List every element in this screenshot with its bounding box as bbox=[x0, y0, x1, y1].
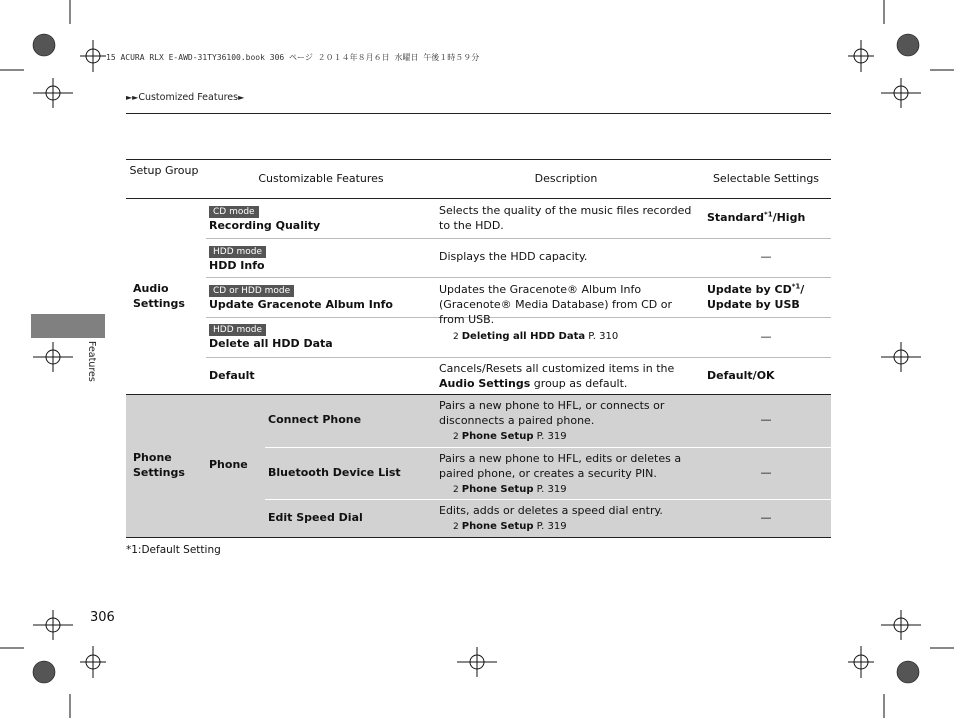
feature-bluetooth-device-list[interactable]: Bluetooth Device List bbox=[268, 466, 401, 479]
setting-update-gracenote: Update by CD$^{*1}$/ Update by USB bbox=[707, 282, 805, 311]
description-default: Cancels/Resets all customized items in the Audio Settings group as default. bbox=[439, 362, 675, 390]
list-item bbox=[209, 243, 266, 273]
side-tab bbox=[31, 314, 105, 338]
description-edit-speed-dial: Edits, adds or deletes a speed dial entry. 2 Phone Setup P. 319 bbox=[439, 503, 697, 535]
breadcrumb bbox=[126, 92, 244, 103]
breadcrumb-end-arrow-icon: ► bbox=[238, 93, 245, 102]
setting-connect-phone: — bbox=[760, 413, 772, 426]
header-rule bbox=[126, 113, 831, 114]
setting-recording-quality: Standard$^{*1}$/High bbox=[707, 210, 806, 224]
description-hdd-info: Displays the HDD capacity. bbox=[439, 250, 588, 263]
setting-delete-hdd-data: — bbox=[760, 330, 772, 343]
page-number: 306 bbox=[90, 610, 115, 625]
settings-table bbox=[126, 159, 831, 538]
list-item bbox=[209, 203, 320, 233]
breadcrumb-arrows-icon: ►► bbox=[126, 93, 139, 102]
setting-edit-speed-dial: — bbox=[760, 511, 772, 524]
list-item bbox=[209, 321, 333, 351]
feature-connect-phone[interactable]: Connect Phone bbox=[268, 413, 362, 426]
feature-default[interactable]: Default bbox=[209, 369, 255, 382]
description-recording-quality: Selects the quality of the music files recorded to the HDD. bbox=[439, 204, 692, 232]
reference-arrow-icon: 2 bbox=[453, 432, 459, 442]
setting-hdd-info: — bbox=[760, 250, 772, 263]
header-selectable-settings: Selectable Settings bbox=[712, 172, 820, 185]
reference-delete-hdd-data[interactable]: 2 Deleting all HDD Data P. 310 bbox=[453, 329, 618, 345]
reference-phone-setup[interactable]: 2 Phone Setup P. 319 bbox=[453, 431, 567, 442]
feature-delete-hdd-data[interactable]: Delete all HDD Data bbox=[209, 337, 333, 350]
feature-edit-speed-dial[interactable]: Edit Speed Dial bbox=[268, 511, 363, 524]
reference-phone-setup[interactable]: 2 Phone Setup P. 319 bbox=[453, 484, 567, 495]
phone-subgroup: Phone bbox=[209, 458, 248, 471]
feature-hdd-info[interactable]: HDD Info bbox=[209, 259, 265, 272]
breadcrumb-text[interactable]: Customized Features bbox=[138, 92, 239, 103]
description-bluetooth-device-list: Pairs a new phone to HFL, edits or deletes a paired phone, or creates a security PIN. 2 Phone Setup P. 319 bbox=[439, 451, 697, 498]
phone-settings-group: Phone Settings bbox=[133, 451, 185, 479]
mode-tag: CD or HDD mode bbox=[209, 285, 294, 297]
reference-arrow-icon: 2 bbox=[453, 332, 459, 342]
reference-arrow-icon: 2 bbox=[453, 485, 459, 495]
reference-phone-setup[interactable]: 2 Phone Setup P. 319 bbox=[453, 521, 567, 532]
description-update-gracenote: Updates the Gracenote® Album Info (Gracenote® Media Database) from CD or from USB. bbox=[439, 283, 672, 326]
header-customizable-features: Customizable Features bbox=[258, 172, 384, 185]
footnote: *1:Default Setting bbox=[126, 544, 221, 556]
setting-default: Default/OK bbox=[707, 369, 775, 382]
header-setup-group: Setup Group bbox=[129, 164, 199, 177]
feature-recording-quality[interactable]: Recording Quality bbox=[209, 219, 321, 232]
audio-settings-group: Audio Settings bbox=[133, 282, 185, 310]
reference-arrow-icon: 2 bbox=[453, 522, 459, 532]
print-header: 15 ACURA RLX E-AWD-31TY36100.book 306 ページ ２０１４年８月６日 水曜日 午後１時５９分 bbox=[106, 53, 480, 62]
mode-tag: HDD mode bbox=[209, 246, 266, 258]
header-description: Description bbox=[534, 172, 598, 185]
description-connect-phone: Pairs a new phone to HFL, or connects or disconnects a paired phone. 2 Phone Setup P. 319 bbox=[439, 398, 697, 445]
mode-tag: HDD mode bbox=[209, 324, 266, 336]
mode-tag: CD mode bbox=[209, 206, 259, 218]
side-tab-label: Features bbox=[86, 341, 97, 382]
setting-bluetooth-device-list: — bbox=[760, 466, 772, 479]
list-item bbox=[209, 282, 393, 312]
feature-update-gracenote[interactable]: Update Gracenote Album Info bbox=[209, 298, 393, 311]
